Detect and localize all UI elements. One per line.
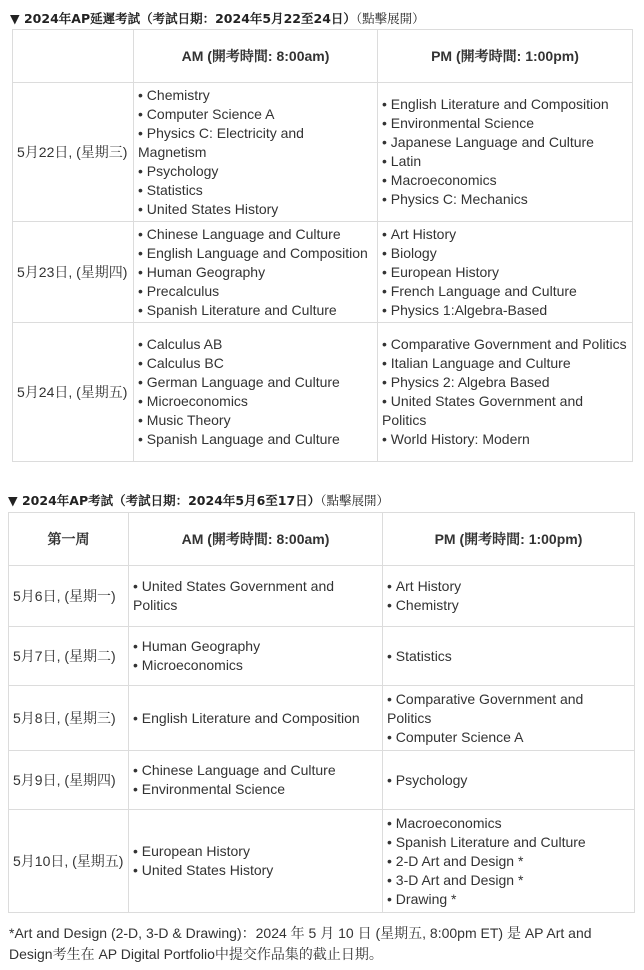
subject-item: • Physics C: Mechanics bbox=[382, 190, 628, 209]
am-cell bbox=[134, 83, 378, 222]
day-cell: 5月22日, (星期三) bbox=[13, 83, 134, 222]
subject-item: • Calculus AB bbox=[138, 335, 373, 354]
subject-item: • Comparative Government and Politics bbox=[382, 335, 628, 354]
pm-cell bbox=[378, 83, 633, 222]
subject-item: • Physics C: Electricity and Magnetism bbox=[138, 124, 373, 162]
subject-list bbox=[387, 771, 630, 790]
pm-cell bbox=[383, 566, 635, 627]
subject-list bbox=[138, 86, 373, 219]
header-pm: PM (開考時間: 1:00pm) bbox=[378, 30, 633, 83]
day-cell: 5月10日, (星期五) bbox=[9, 810, 129, 913]
subject-item: • Microeconomics bbox=[138, 392, 373, 411]
subject-item: • Comparative Government and Politics bbox=[387, 690, 630, 728]
subject-item: • Italian Language and Culture bbox=[382, 354, 628, 373]
table-row bbox=[9, 810, 635, 913]
subject-list bbox=[382, 95, 628, 209]
subject-list bbox=[387, 647, 630, 666]
pm-cell bbox=[383, 686, 635, 751]
subject-item: • United States History bbox=[138, 200, 373, 219]
subject-item: • United States Government and Politics bbox=[382, 392, 628, 430]
day-cell: 5月23日, (星期四) bbox=[13, 222, 134, 323]
subject-item: • Spanish Literature and Culture bbox=[138, 301, 373, 320]
header-corner bbox=[13, 30, 134, 83]
subject-item: • Computer Science A bbox=[387, 728, 630, 747]
subject-item: • Human Geography bbox=[133, 637, 378, 656]
day-cell: 5月8日, (星期三) bbox=[9, 686, 129, 751]
table-row bbox=[13, 222, 633, 323]
subject-item: • Macroeconomics bbox=[382, 171, 628, 190]
subject-item: • Psychology bbox=[387, 771, 630, 790]
subject-item: • Japanese Language and Culture bbox=[382, 133, 628, 152]
subject-item: • English Literature and Composition bbox=[382, 95, 628, 114]
section-1-title: 2024年AP延遲考試（考試日期：2024年5月22至24日） bbox=[23, 11, 356, 26]
subject-item: • Latin bbox=[382, 152, 628, 171]
delayed-exam-table bbox=[12, 29, 633, 462]
subject-list bbox=[382, 335, 628, 449]
header-am: AM (開考時間: 8:00am) bbox=[134, 30, 378, 83]
subject-item: • Spanish Literature and Culture bbox=[387, 833, 630, 852]
section-2-title: 2024年AP考試（考試日期：2024年5月6至17日） bbox=[21, 493, 321, 508]
subject-item: • United States History bbox=[133, 861, 378, 880]
subject-item: • Biology bbox=[382, 244, 628, 263]
pm-cell bbox=[383, 627, 635, 686]
section-2-toggle[interactable]: （點擊展開） bbox=[320, 493, 389, 508]
subject-list bbox=[133, 577, 378, 615]
table-row bbox=[9, 566, 635, 627]
subject-item: • Macroeconomics bbox=[387, 814, 630, 833]
am-cell bbox=[129, 751, 383, 810]
subject-list bbox=[138, 335, 373, 449]
subject-item: • Physics 1:Algebra-Based bbox=[382, 301, 628, 320]
subject-item: • Chemistry bbox=[387, 596, 630, 615]
table-row bbox=[9, 751, 635, 810]
subject-list bbox=[387, 814, 630, 909]
expand-arrow-icon: ▼ bbox=[10, 11, 20, 26]
day-cell: 5月7日, (星期二) bbox=[9, 627, 129, 686]
subject-item: • 2-D Art and Design * bbox=[387, 852, 630, 871]
day-cell: 5月24日, (星期五) bbox=[13, 323, 134, 462]
day-cell: 5月9日, (星期四) bbox=[9, 751, 129, 810]
subject-list bbox=[133, 842, 378, 880]
pm-cell bbox=[383, 810, 635, 913]
table-header-row bbox=[13, 30, 633, 83]
header-am: AM (開考時間: 8:00am) bbox=[129, 513, 383, 566]
subject-list bbox=[138, 225, 373, 320]
header-corner: 第一周 bbox=[9, 513, 129, 566]
subject-item: • Human Geography bbox=[138, 263, 373, 282]
am-cell bbox=[129, 810, 383, 913]
table-header-row bbox=[9, 513, 635, 566]
pm-cell bbox=[383, 751, 635, 810]
subject-item: • German Language and Culture bbox=[138, 373, 373, 392]
subject-item: • Chinese Language and Culture bbox=[133, 761, 378, 780]
subject-list bbox=[382, 225, 628, 320]
day-cell: 5月6日, (星期一) bbox=[9, 566, 129, 627]
subject-item: • Psychology bbox=[138, 162, 373, 181]
subject-item: • English Language and Composition bbox=[138, 244, 373, 263]
subject-item: • Art History bbox=[382, 225, 628, 244]
subject-item: • World History: Modern bbox=[382, 430, 628, 449]
table-row bbox=[13, 323, 633, 462]
subject-item: • Chemistry bbox=[138, 86, 373, 105]
subject-item: • French Language and Culture bbox=[382, 282, 628, 301]
am-cell bbox=[129, 627, 383, 686]
header-pm: PM (開考時間: 1:00pm) bbox=[383, 513, 635, 566]
subject-item: • Computer Science A bbox=[138, 105, 373, 124]
table-row bbox=[13, 83, 633, 222]
am-cell bbox=[134, 222, 378, 323]
table-row bbox=[9, 627, 635, 686]
section-1-toggle[interactable]: （點擊展開） bbox=[355, 11, 425, 26]
subject-item: • Statistics bbox=[387, 647, 630, 666]
subject-item: • Environmental Science bbox=[133, 780, 378, 799]
subject-item: • Art History bbox=[387, 577, 630, 596]
subject-item: • English Literature and Composition bbox=[133, 709, 378, 728]
pm-cell bbox=[378, 323, 633, 462]
subject-item: • Statistics bbox=[138, 181, 373, 200]
section-1-heading[interactable] bbox=[10, 9, 425, 27]
subject-item: • European History bbox=[133, 842, 378, 861]
subject-item: • Calculus BC bbox=[138, 354, 373, 373]
pm-cell bbox=[378, 222, 633, 323]
subject-item: • United States Government and Politics bbox=[133, 577, 378, 615]
subject-list bbox=[133, 761, 378, 799]
am-cell bbox=[129, 686, 383, 751]
subject-item: • Microeconomics bbox=[133, 656, 378, 675]
footnote: *Art and Design (2-D, 3-D & Drawing)：2024 年 5 月 10 日 (星期五, 8:00pm ET) 是 AP Art and Design考生在 AP Digital Portfolio中提交作品集的截止日期。 bbox=[9, 925, 592, 962]
subject-item: • Music Theory bbox=[138, 411, 373, 430]
subject-item: • European History bbox=[382, 263, 628, 282]
subject-item: • Chinese Language and Culture bbox=[138, 225, 373, 244]
subject-item: • Precalculus bbox=[138, 282, 373, 301]
am-cell bbox=[134, 323, 378, 462]
main-exam-table bbox=[8, 512, 635, 913]
expand-arrow-icon: ▼ bbox=[8, 493, 18, 508]
subject-list bbox=[133, 709, 378, 728]
subject-item: • 3-D Art and Design * bbox=[387, 871, 630, 890]
section-2-heading[interactable] bbox=[8, 491, 389, 509]
subject-item: • Physics 2: Algebra Based bbox=[382, 373, 628, 392]
subject-list bbox=[387, 690, 630, 747]
subject-item: • Environmental Science bbox=[382, 114, 628, 133]
subject-list bbox=[387, 577, 630, 615]
subject-item: • Spanish Language and Culture bbox=[138, 430, 373, 449]
subject-item: • Drawing * bbox=[387, 890, 630, 909]
table-row bbox=[9, 686, 635, 751]
subject-list bbox=[133, 637, 378, 675]
am-cell bbox=[129, 566, 383, 627]
